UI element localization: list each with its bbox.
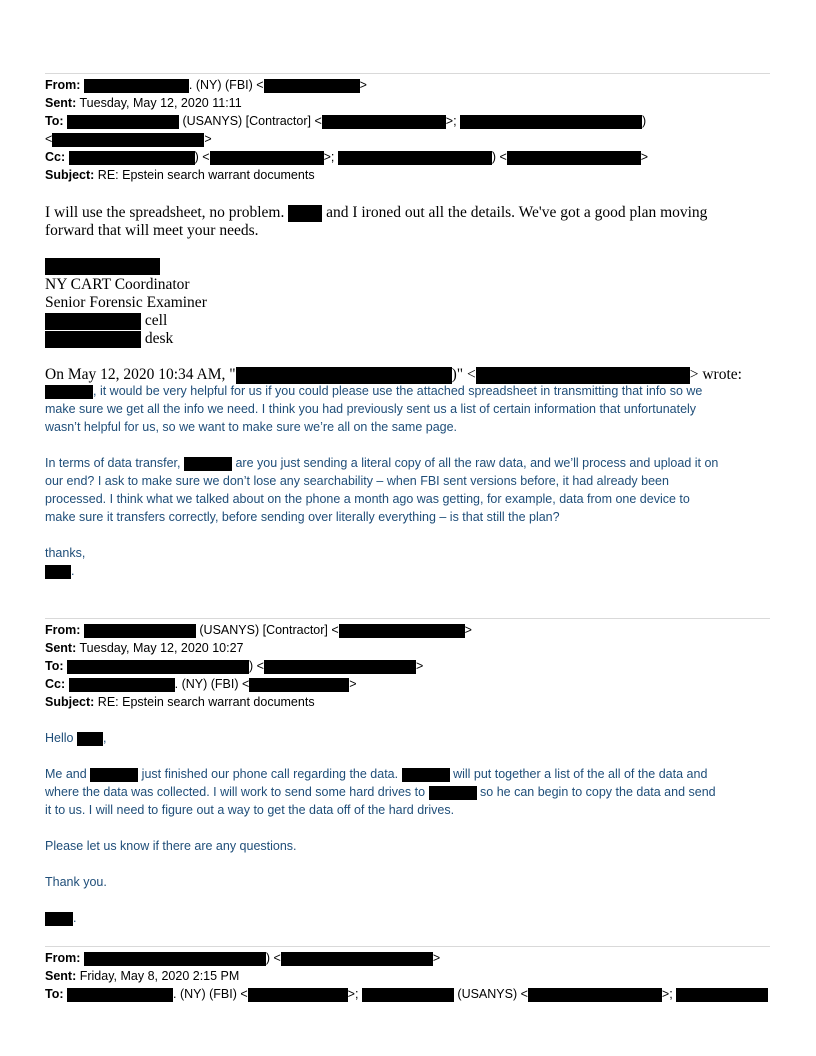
quoted-p1-l2: make sure we get all the info we need. I think you had previously sent us a list of certain information that unfortunately [45, 402, 697, 416]
quoted-p2-l1 [45, 456, 718, 471]
redaction [281, 952, 433, 966]
email2-cc-line [45, 677, 357, 692]
body-text: Me and [45, 767, 87, 781]
subject-label: Subject: [45, 168, 95, 182]
sent-label: Sent: [45, 641, 77, 655]
redaction [476, 367, 690, 384]
redaction [264, 660, 416, 674]
to-text: >; [445, 114, 457, 128]
sig-dot: . [71, 564, 75, 578]
email1-body-line1 [45, 204, 707, 222]
body-text: just finished our phone call regarding the data. [141, 767, 399, 781]
email2-to-line [45, 659, 423, 674]
email2-sent-line [45, 641, 244, 655]
from-label: From: [45, 951, 81, 965]
quoted-thanks: thanks, [45, 546, 86, 560]
redaction [322, 115, 446, 129]
email1-to-line2 [45, 132, 212, 147]
email3-from-line [45, 951, 440, 966]
from-suffix: . (NY) (FBI) < [188, 78, 264, 92]
cc-text: . (NY) (FBI) < [174, 677, 250, 691]
to-text: < [45, 132, 53, 146]
email2-thank-you: Thank you. [45, 875, 107, 889]
redaction [45, 385, 93, 399]
redaction [460, 115, 642, 129]
redaction [236, 367, 452, 384]
from-text: ) < [265, 951, 281, 965]
redaction [210, 151, 324, 165]
attribution-text: > wrote: [689, 366, 742, 383]
redaction [429, 786, 477, 800]
divider-email1 [45, 73, 770, 74]
subject-label: Subject: [45, 695, 95, 709]
quoted-text: In terms of data transfer, [45, 456, 181, 470]
redaction [528, 988, 662, 1002]
quoted-text: , it would be very helpful for us if you could please use the attached spreadsheet in transmitting that info so we [93, 384, 703, 398]
email2-b2 [45, 785, 716, 800]
to-text: ) [642, 114, 647, 128]
to-text: ) < [249, 659, 264, 673]
email1-subject-line [45, 168, 315, 182]
email2-b3: it to us. I will need to figure out a way to get the data off of the hard drives. [45, 803, 455, 817]
to-text: (USANYS) < [457, 987, 528, 1001]
email2-b1 [45, 767, 707, 782]
to-text: (USANYS) [Contractor] < [182, 114, 322, 128]
redaction [52, 133, 204, 147]
sig-desk: desk [144, 330, 174, 347]
quoted-p2-l3: processed. I think what we talked about on the phone a month ago was getting, for example, data from one device to [45, 492, 690, 506]
body-text: where the data was collected. I will work to send some hard drives to [45, 785, 426, 799]
to-label: To: [45, 987, 64, 1001]
email2-signature [45, 911, 76, 926]
redaction [69, 678, 175, 692]
from-text: > [432, 951, 441, 965]
redaction [67, 988, 173, 1002]
from-label: From: [45, 78, 81, 92]
email1-cc-line [45, 150, 648, 165]
redaction [84, 79, 189, 93]
redaction [288, 205, 322, 222]
sent-value: Tuesday, May 12, 2020 11:11 [79, 96, 242, 110]
from-end: > [359, 78, 367, 92]
quoted-p1-l3: wasn’t helpful for us, so we want to make sure we’re all on the same page. [45, 420, 458, 434]
sig-title2: Senior Forensic Examiner [45, 294, 207, 311]
redaction [338, 151, 492, 165]
body-text: I will use the spreadsheet, no problem. [45, 204, 285, 221]
to-text: > [204, 132, 212, 146]
redaction [45, 912, 73, 926]
redaction [402, 768, 450, 782]
quoted-attribution [45, 366, 742, 384]
to-label: To: [45, 659, 64, 673]
cc-label: Cc: [45, 150, 66, 164]
from-text: > [464, 623, 472, 637]
email1-body-line2 [45, 222, 259, 240]
redaction [45, 565, 71, 579]
body-text: forward that will meet your needs. [45, 222, 259, 239]
redaction [84, 952, 266, 966]
subject-value: RE: Epstein search warrant documents [97, 695, 315, 709]
redaction [249, 678, 349, 692]
from-label: From: [45, 623, 81, 637]
sent-label: Sent: [45, 969, 77, 983]
redaction [77, 732, 103, 746]
cc-text: ) < [194, 150, 210, 164]
email3-sent-line [45, 969, 239, 983]
hello-text: , [102, 731, 107, 745]
to-text: > [415, 659, 424, 673]
redaction [264, 79, 360, 93]
email1-sent-line [45, 96, 242, 110]
quoted-text: are you just sending a literal copy of all the raw data, and we’ll process and upload it on [235, 456, 719, 470]
quoted-p2-l4: make sure it transfers correctly, before sending over literally everything – is that still the plan? [45, 510, 560, 524]
redaction [69, 151, 195, 165]
sent-value: Tuesday, May 12, 2020 10:27 [79, 641, 244, 655]
hello-text: Hello [45, 731, 74, 745]
email3-to-line [45, 987, 768, 1002]
email1-to-line [45, 114, 646, 129]
email2-hello [45, 731, 106, 746]
sig-title1: NY CART Coordinator [45, 276, 190, 293]
redaction [339, 624, 465, 638]
quoted-signature [45, 564, 74, 579]
cc-text: > [640, 150, 649, 164]
email2-questions: Please let us know if there are any questions. [45, 839, 297, 853]
redaction [84, 624, 196, 638]
to-label: To: [45, 114, 64, 128]
email1-from-line [45, 78, 367, 93]
sig-dot: . [73, 911, 77, 925]
redaction [248, 988, 348, 1002]
cc-text: > [349, 677, 357, 691]
email2-from-line [45, 623, 472, 638]
redaction [362, 988, 454, 1002]
subject-value: RE: Epstein search warrant documents [97, 168, 315, 182]
cc-label: Cc: [45, 677, 66, 691]
redaction [45, 331, 141, 348]
sig-name-redaction [45, 258, 160, 275]
quoted-p1-l1 [45, 384, 702, 399]
quoted-p2-l2: our end? I ask to make sure we don’t lose any searchability – when FBI sent versions before, it had already been [45, 474, 669, 488]
sent-value: Friday, May 8, 2020 2:15 PM [79, 969, 240, 983]
sig-cell-line [45, 312, 167, 330]
sent-label: Sent: [45, 96, 77, 110]
body-text: will put together a list of the all of the data and [453, 767, 708, 781]
cc-text: ) < [491, 150, 507, 164]
redaction [67, 660, 249, 674]
redaction [90, 768, 138, 782]
email2-subject-line [45, 695, 315, 709]
cc-text: >; [323, 150, 335, 164]
redaction [45, 313, 141, 330]
to-text: . (NY) (FBI) < [173, 987, 248, 1001]
to-text: >; [661, 987, 673, 1001]
redaction [676, 988, 768, 1002]
redaction [184, 457, 232, 471]
from-text: (USANYS) [Contractor] < [199, 623, 339, 637]
body-text: so he can begin to copy the data and send [480, 785, 716, 799]
redaction [507, 151, 641, 165]
redaction [67, 115, 179, 129]
body-text: and I ironed out all the details. We've got a good plan moving [326, 204, 708, 221]
divider-email2 [45, 618, 770, 619]
attribution-text: On May 12, 2020 10:34 AM, " [45, 366, 236, 383]
sig-desk-line [45, 330, 173, 348]
sig-cell: cell [144, 312, 168, 329]
attribution-text: )" < [451, 366, 476, 383]
to-text: >; [347, 987, 359, 1001]
divider-email3 [45, 946, 770, 947]
